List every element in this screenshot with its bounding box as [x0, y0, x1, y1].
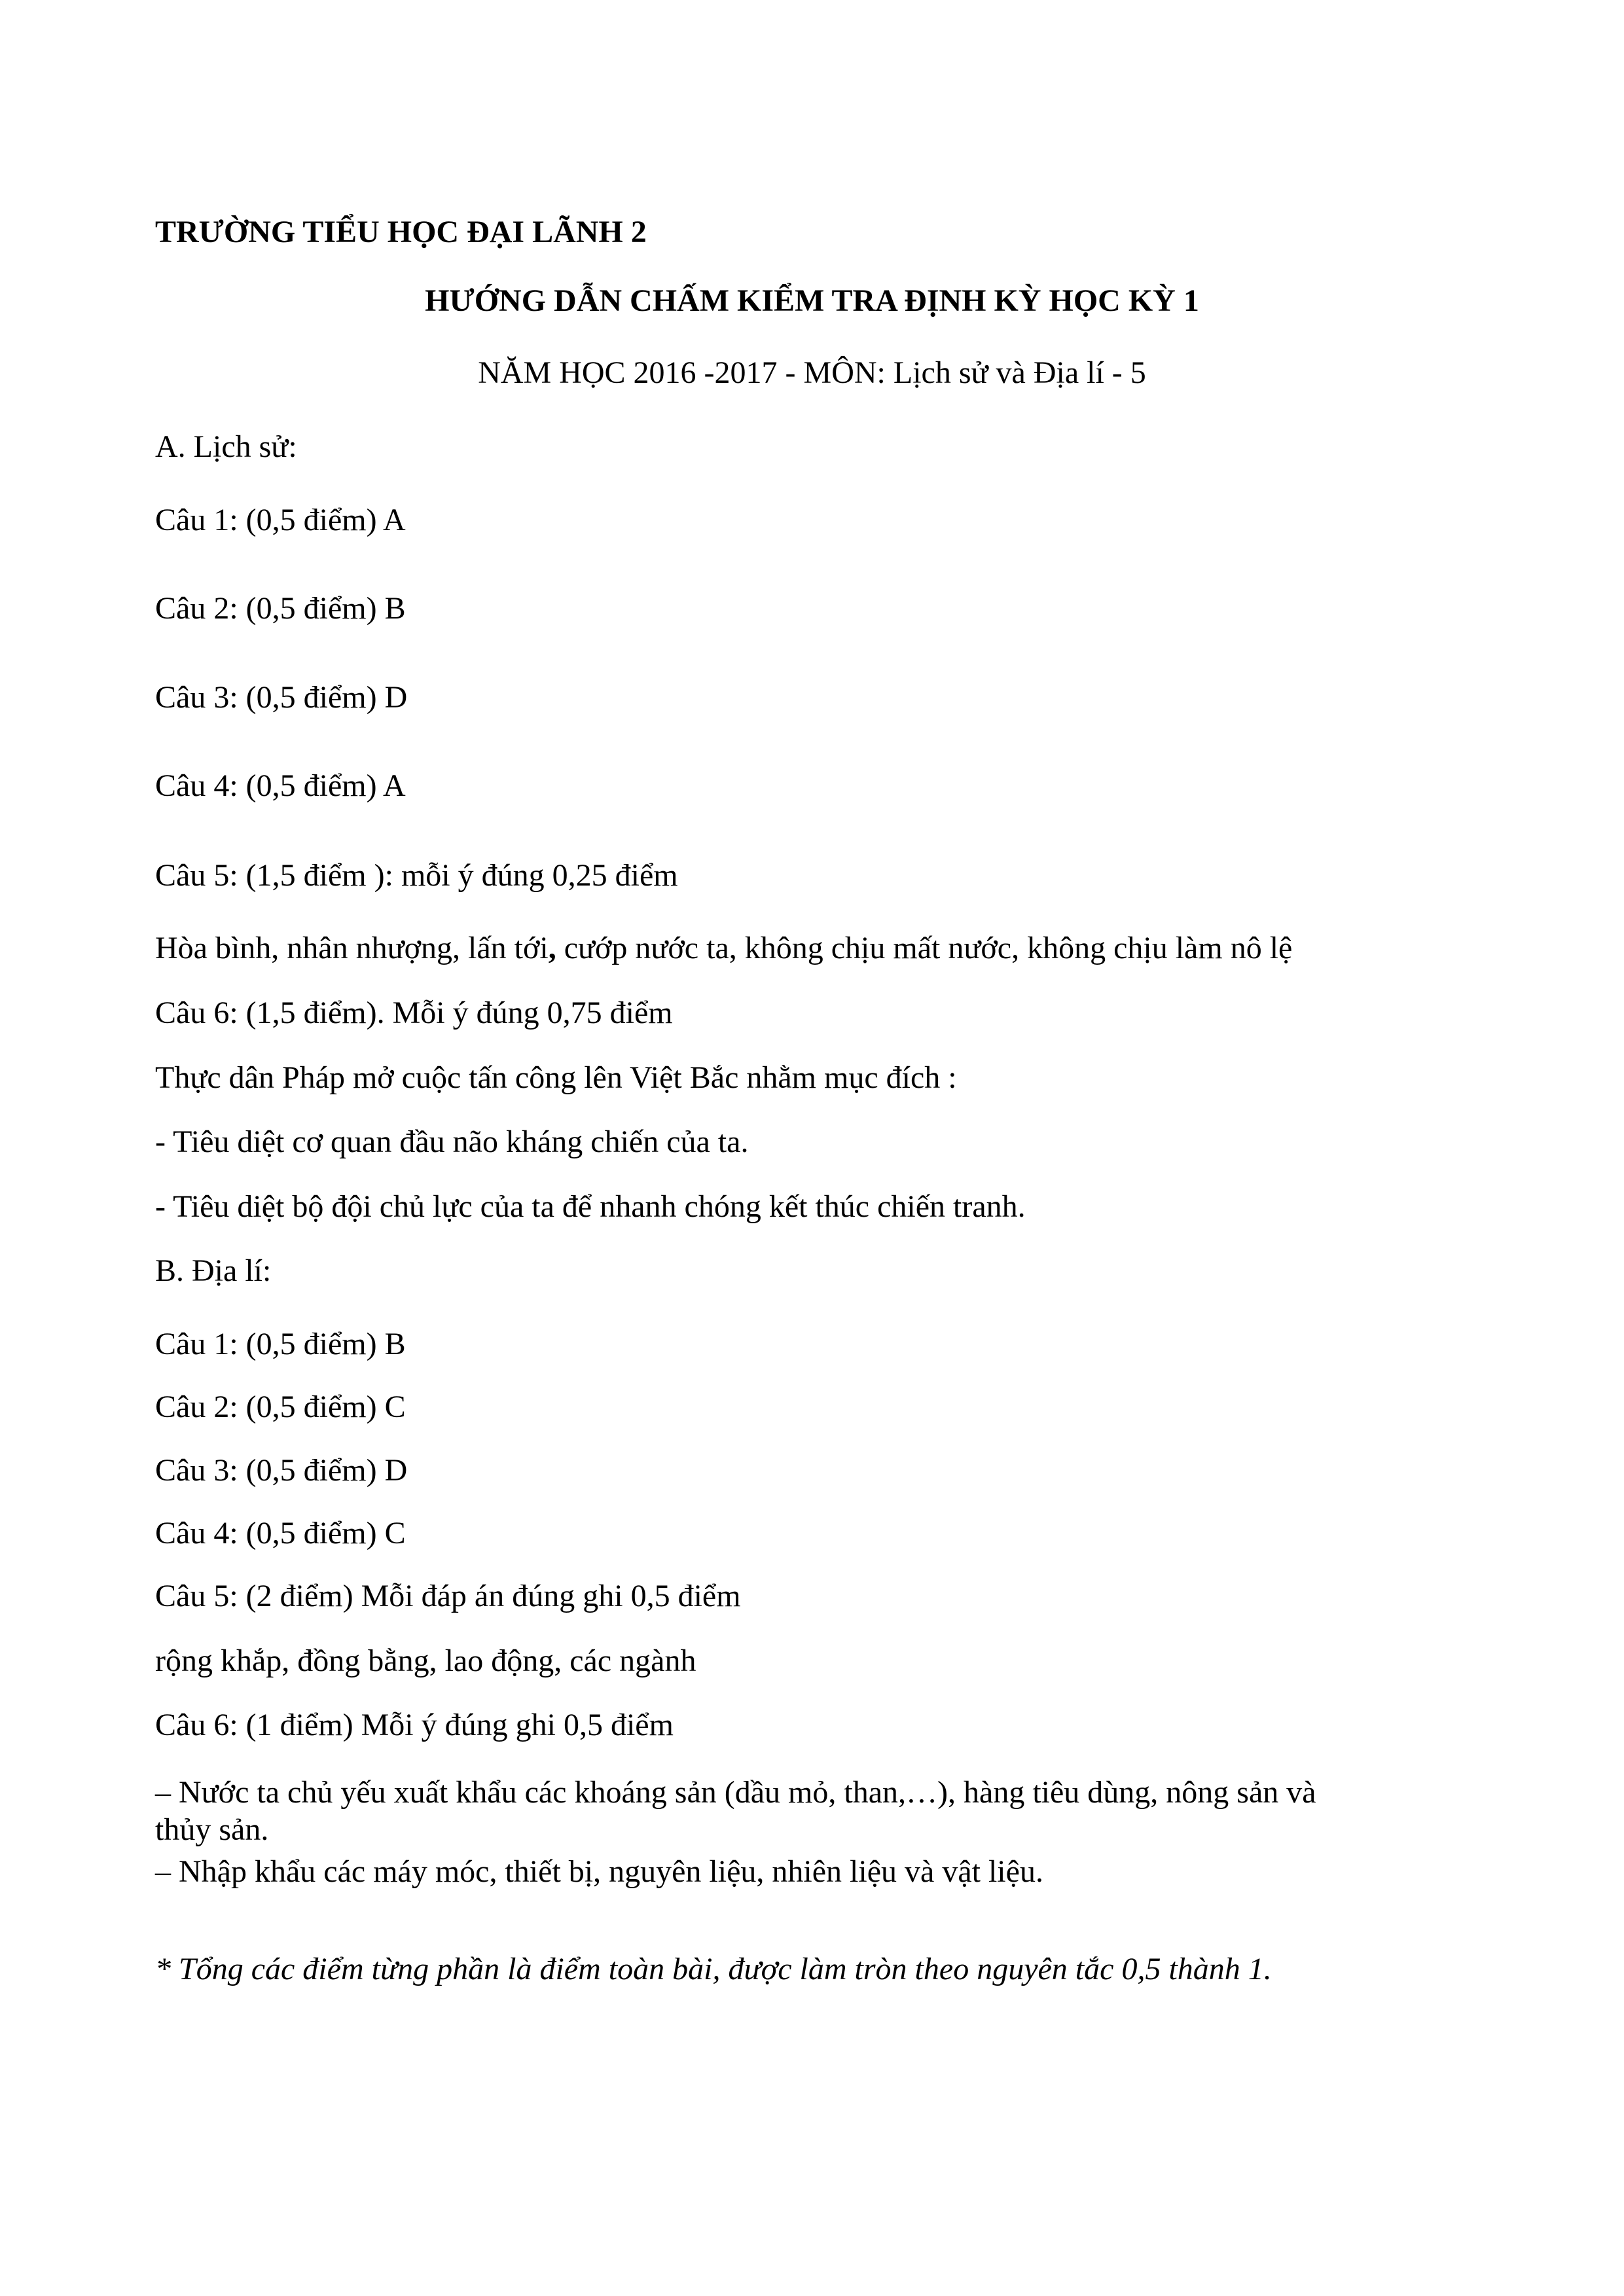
geography-q4: Câu 4: (0,5 điểm) C [155, 1516, 406, 1551]
geography-q6: Câu 6: (1 điểm) Mỗi ý đúng ghi 0,5 điểm [155, 1708, 674, 1742]
history-q6-point-2: - Tiêu diệt bộ đội chủ lực của ta để nhanh chóng kết thúc chiến tranh. [155, 1189, 1026, 1224]
geography-q5-answer: rộng khắp, đồng bằng, lao động, các ngành [155, 1643, 696, 1678]
scoring-note: * Tổng các điểm từng phần là điểm toàn bài, được làm tròn theo nguyên tắc 0,5 thành 1. [155, 1952, 1272, 1986]
document-subtitle: NĂM HỌC 2016 -2017 - MÔN: Lịch sử và Địa lí - 5 [478, 355, 1146, 390]
geography-q2: Câu 2: (0,5 điểm) C [155, 1390, 406, 1424]
geography-q5: Câu 5: (2 điểm) Mỗi đáp án đúng ghi 0,5 điểm [155, 1579, 741, 1613]
history-q5-answer [155, 930, 1292, 966]
document-title: HƯỚNG DẪN CHẤM KIỂM TRA ĐỊNH KỲ HỌC KỲ 1 [425, 283, 1199, 318]
geography-q6-point-1-line-2: thủy sản. [155, 1812, 269, 1847]
history-q5: Câu 5: (1,5 điểm ): mỗi ý đúng 0,25 điểm [155, 858, 678, 893]
history-q6: Câu 6: (1,5 điểm). Mỗi ý đúng 0,75 điểm [155, 996, 673, 1030]
history-heading: A. Lịch sử: [155, 429, 297, 464]
geography-q1: Câu 1: (0,5 điểm) B [155, 1327, 406, 1361]
geography-q3: Câu 3: (0,5 điểm) D [155, 1453, 408, 1488]
history-q6-point-1: - Tiêu diệt cơ quan đầu não kháng chiến của ta. [155, 1124, 749, 1159]
history-q2: Câu 2: (0,5 điểm) B [155, 591, 406, 626]
history-q5-answer-part-b: cướp nước ta, không chịu mất nước, không chịu làm nô lệ [556, 931, 1293, 965]
history-q3: Câu 3: (0,5 điểm) D [155, 680, 408, 715]
history-q6-intro: Thực dân Pháp mở cuộc tấn công lên Việt Bắc nhằm mục đích : [155, 1060, 957, 1095]
geography-heading: B. Địa lí: [155, 1253, 272, 1288]
history-q4: Câu 4: (0,5 điểm) A [155, 768, 406, 803]
geography-q6-point-1-line-1: – Nước ta chủ yếu xuất khẩu các khoáng sản (dầu mỏ, than,…), hàng tiêu dùng, nông sản và [155, 1775, 1316, 1810]
history-q5-answer-comma: , [548, 931, 556, 965]
geography-q6-point-2: – Nhập khẩu các máy móc, thiết bị, nguyên liệu, nhiên liệu và vật liệu. [155, 1854, 1043, 1889]
school-name: TRƯỜNG TIỂU HỌC ĐẠI LÃNH 2 [155, 215, 647, 249]
history-q5-answer-part-a: Hòa bình, nhân nhượng, lấn tới [155, 931, 549, 965]
history-q1: Câu 1: (0,5 điểm) A [155, 503, 406, 537]
